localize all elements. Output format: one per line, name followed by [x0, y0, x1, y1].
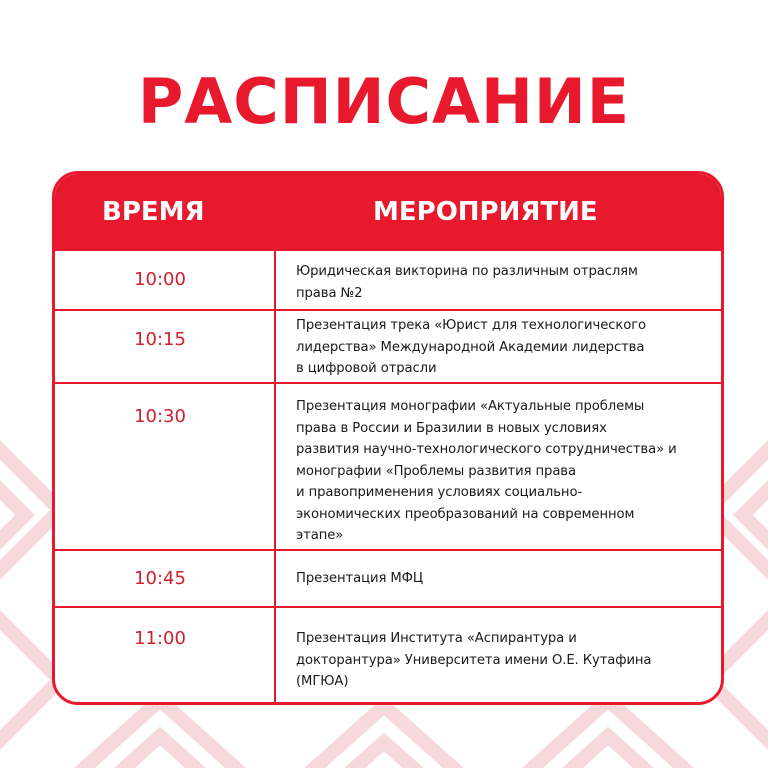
- table-row: [55, 311, 721, 382]
- table-row: [55, 251, 721, 309]
- row-time: 10:15: [134, 329, 186, 350]
- table-header: [55, 174, 721, 251]
- table-row: [55, 551, 721, 606]
- event-line: Презентация трека «Юрист для технологического: [296, 318, 647, 333]
- event-line: Презентация МФЦ: [296, 571, 424, 586]
- event-line: лидерства» Международной Академии лидерства: [296, 339, 645, 355]
- table-row: [55, 608, 721, 705]
- event-line: Презентация Института «Аспирантура и: [296, 631, 577, 646]
- row-time: 10:45: [134, 568, 186, 589]
- row-event: [296, 315, 721, 380]
- header-event: МЕРОПРИЯТИЕ: [373, 197, 598, 227]
- row-time: 10:00: [134, 269, 186, 290]
- row-event: [296, 261, 721, 304]
- row-event: [296, 568, 721, 590]
- schedule-table: [52, 171, 724, 705]
- row-event: [296, 396, 721, 547]
- event-line: экономических преобразований на современном: [296, 506, 635, 522]
- event-line: права в России и Бразилии в новых условиях: [296, 420, 607, 436]
- row-event: [296, 628, 721, 693]
- row-time: 11:00: [134, 628, 186, 649]
- event-line: докторантура» Университета имени О.Е. Кутафина: [296, 652, 652, 668]
- event-line: монографии «Проблемы развития права: [296, 463, 576, 479]
- event-line: права №2: [296, 285, 363, 301]
- event-line: и правоприменения условиях социально-: [296, 485, 583, 500]
- event-line: этапе»: [296, 528, 344, 543]
- row-time: 10:30: [134, 406, 186, 427]
- table-row: [55, 384, 721, 549]
- event-line: в цифровой отрасли: [296, 361, 437, 376]
- event-line: Юридическая викторина по различным отраслям: [296, 264, 638, 279]
- page-title: РАСПИСАНИЕ: [137, 65, 631, 138]
- header-time: ВРЕМЯ: [102, 197, 205, 227]
- event-line: Презентация монографии «Актуальные проблемы: [296, 399, 645, 414]
- event-line: развития научно-технологического сотрудничества» и: [296, 442, 677, 457]
- event-line: (МГЮА): [296, 674, 349, 689]
